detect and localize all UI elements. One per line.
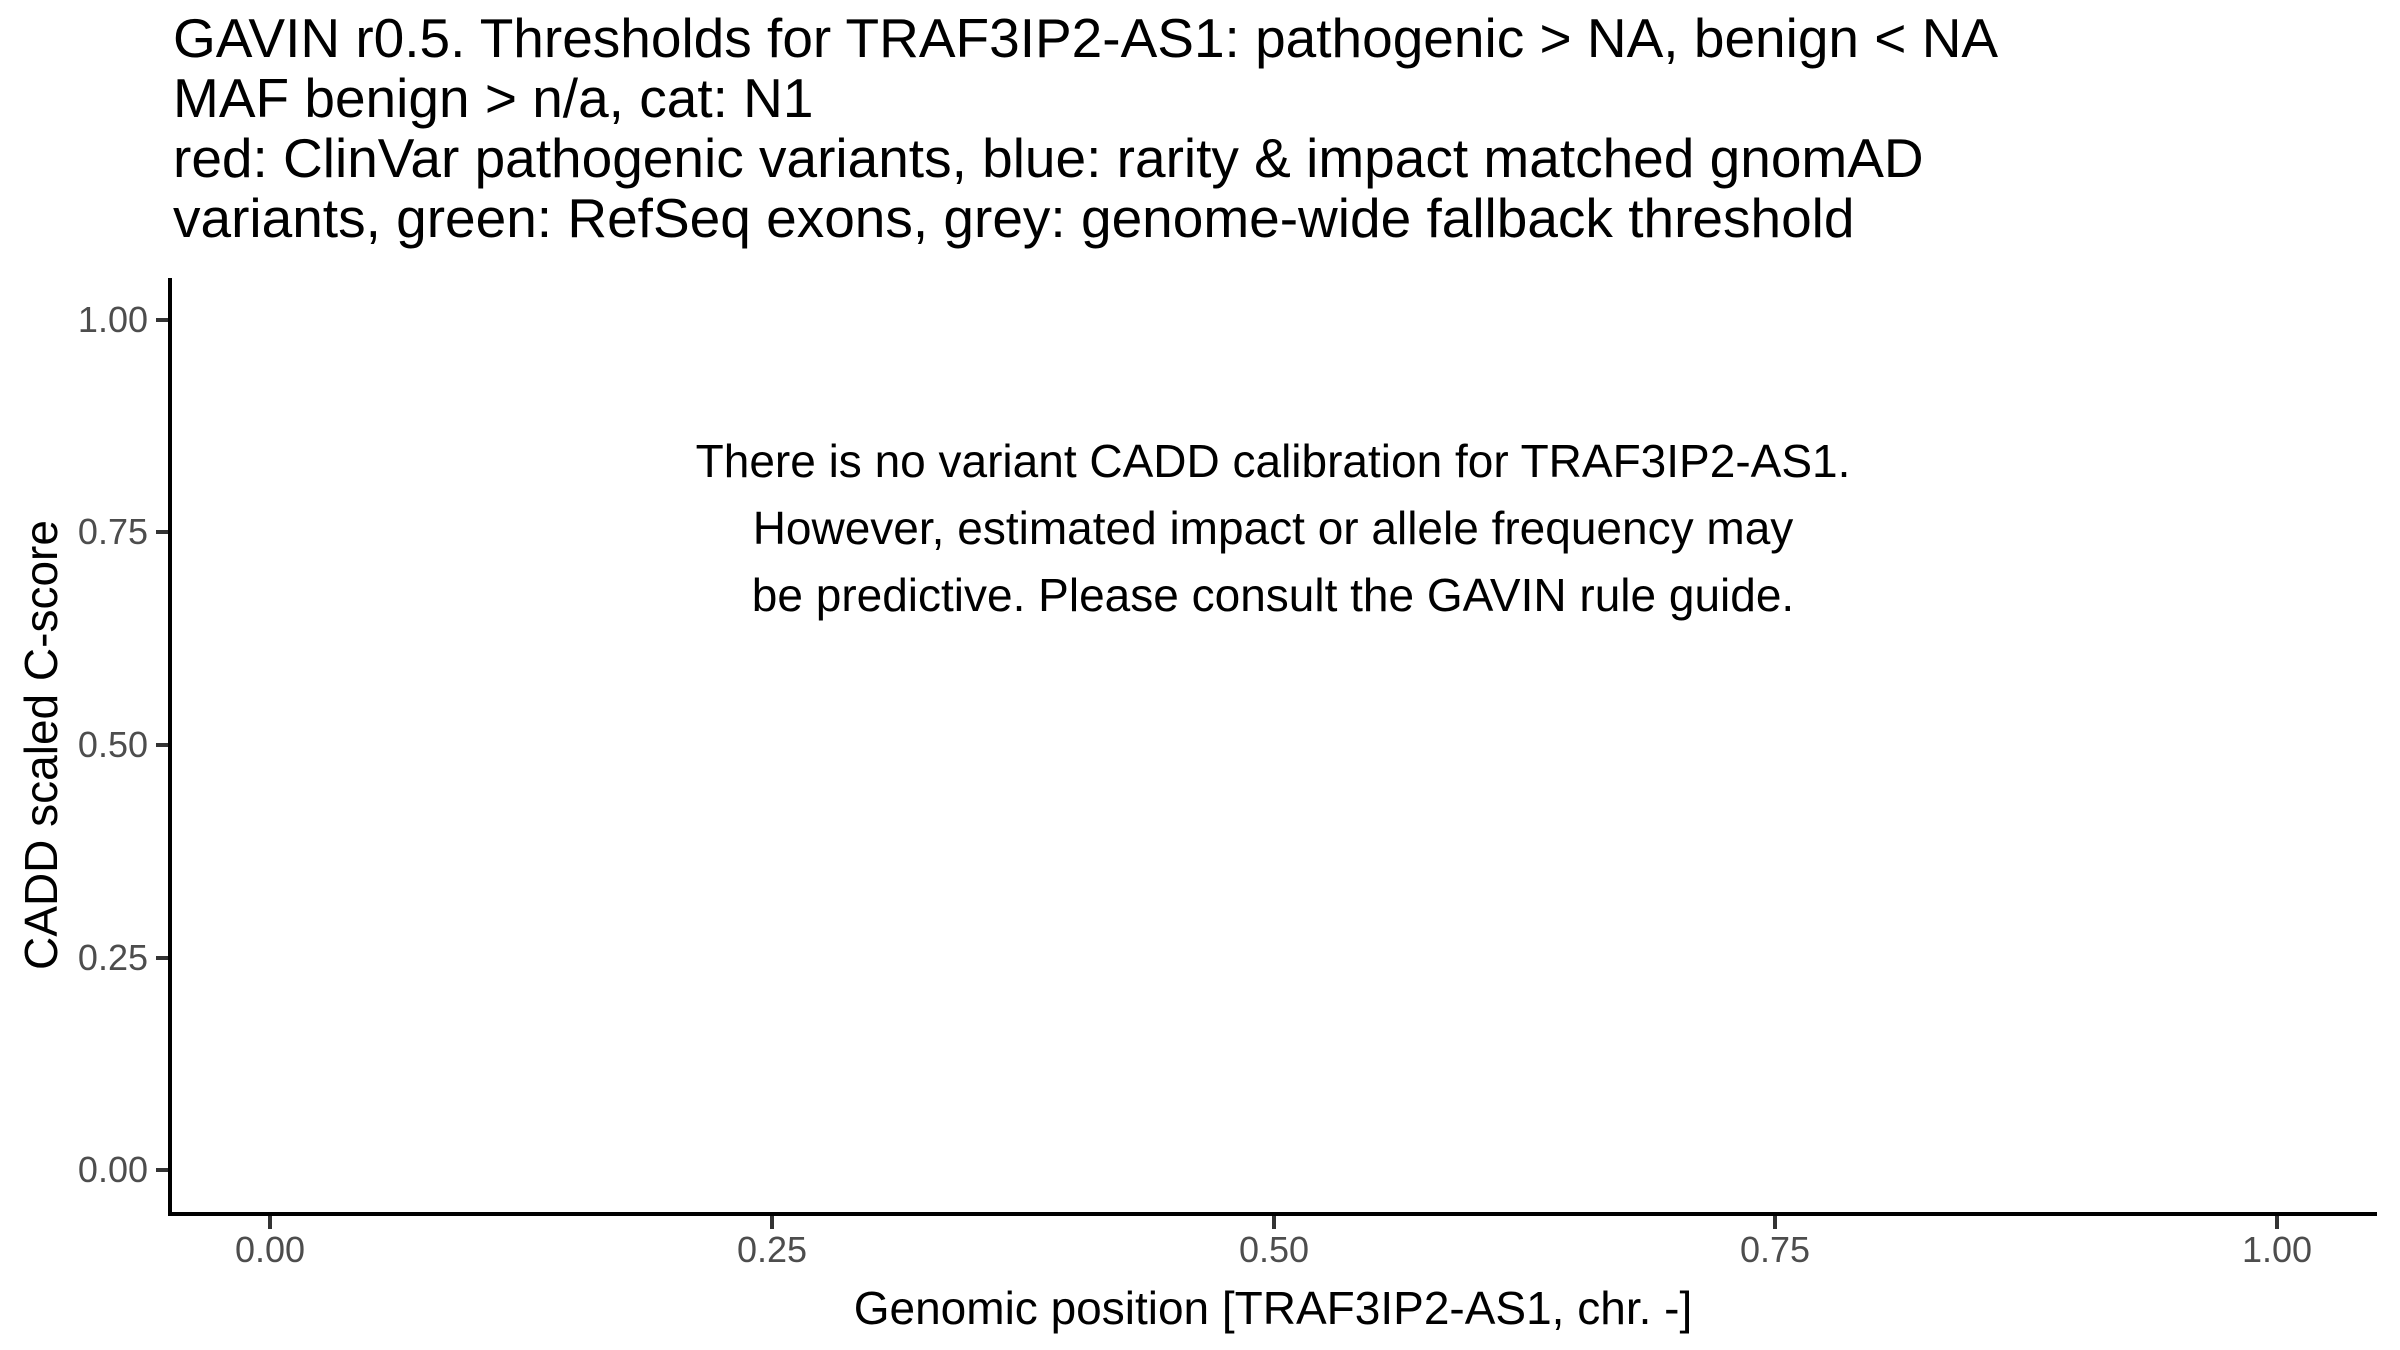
- x-tick-label: 0.25: [736, 1229, 808, 1270]
- plot-panel: [168, 278, 2377, 1216]
- y-axis-title: CADD scaled C-score: [15, 520, 67, 970]
- x-tick-label: 0.00: [234, 1229, 306, 1270]
- annotation-line-3: be predictive. Please consult the GAVIN rule guide.: [751, 569, 1795, 621]
- annotation-line-1: There is no variant CADD calibration for TRAF3IP2-AS1.: [695, 435, 1851, 487]
- x-tick-label: 0.50: [1238, 1229, 1310, 1270]
- x-tick-mark: [1272, 1216, 1276, 1229]
- annotation-line-2: However, estimated impact or allele frequency may: [752, 502, 1794, 554]
- plot-title: [173, 8, 1998, 248]
- y-tick-label: 0.50: [77, 724, 148, 765]
- y-tick-mark: [156, 956, 168, 960]
- x-tick-mark: [268, 1216, 272, 1229]
- x-tick-mark: [2275, 1216, 2279, 1229]
- x-tick-label: 0.75: [1739, 1229, 1811, 1270]
- y-tick-label: 0.75: [77, 511, 148, 552]
- x-axis-title: Genomic position [TRAF3IP2-AS1, chr. -]: [853, 1282, 1693, 1334]
- plot-title-line-3: red: ClinVar pathogenic variants, blue: rarity & impact matched gnomAD: [173, 127, 1924, 189]
- y-tick-label: 1.00: [77, 299, 148, 340]
- y-tick-mark: [156, 743, 168, 747]
- y-tick-mark: [156, 1168, 168, 1172]
- plot-title-line-4: variants, green: RefSeq exons, grey: genome-wide fallback threshold: [173, 187, 1855, 249]
- plot-title-line-2: MAF benign > n/a, cat: N1: [173, 67, 814, 129]
- y-tick-mark: [156, 530, 168, 534]
- x-tick-label: 1.00: [2241, 1229, 2313, 1270]
- x-tick-mark: [770, 1216, 774, 1229]
- y-tick-label: 0.25: [77, 937, 148, 978]
- y-tick-label: 0.00: [77, 1149, 148, 1190]
- y-tick-mark: [156, 318, 168, 322]
- no-calibration-annotation: [473, 428, 2073, 629]
- plot-title-line-1: GAVIN r0.5. Thresholds for TRAF3IP2-AS1: pathogenic > NA, benign < NA: [173, 7, 1999, 69]
- x-tick-mark: [1773, 1216, 1777, 1229]
